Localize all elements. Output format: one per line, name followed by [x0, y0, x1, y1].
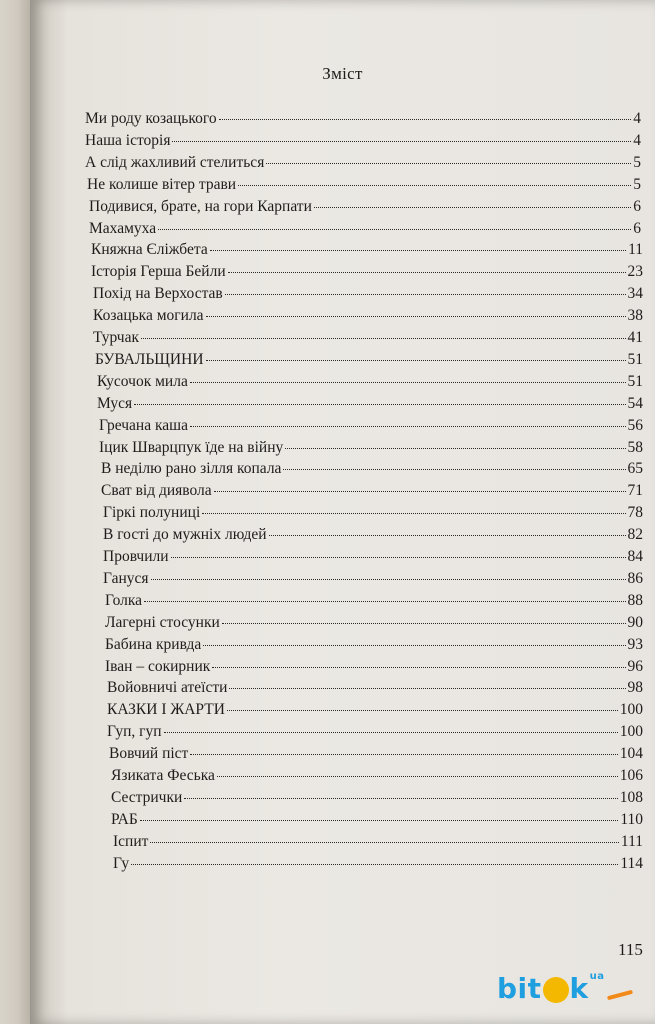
toc-entry-page: 96	[627, 657, 643, 675]
toc-entry	[101, 460, 643, 482]
toc-entry-title: Провчили	[103, 548, 169, 565]
toc-entry	[111, 767, 643, 789]
toc-entry-title: Княжна Єліжбета	[91, 241, 208, 259]
dot-leader	[229, 688, 625, 689]
toc-entry-title: КАЗКИ І ЖАРТИ	[107, 701, 225, 719]
toc-entry-page: 86	[627, 569, 643, 587]
dot-leader	[285, 448, 625, 449]
dot-leader	[206, 316, 626, 317]
dot-leader	[206, 360, 626, 361]
toc-entry-title: Не колише вітер трави	[87, 175, 237, 193]
toc-entry	[93, 307, 643, 329]
toc-entry-page: 51	[627, 372, 643, 390]
toc-entry	[103, 526, 643, 548]
toc-entry-title: Гу	[113, 854, 130, 872]
dot-leader	[131, 864, 618, 865]
toc-entry-page: 100	[619, 723, 643, 741]
toc-entry-page: 5	[633, 153, 641, 171]
dot-leader	[134, 404, 625, 405]
toc-entry-page: 58	[627, 438, 643, 456]
dot-leader	[283, 469, 625, 470]
toc-entry-title: Вовчий піст	[109, 745, 189, 763]
dot-leader	[140, 820, 619, 821]
toc-entry	[91, 241, 643, 263]
toc-entry-page: 4	[633, 110, 641, 127]
dot-leader	[190, 382, 626, 383]
toc-entry-title: Подивися, брате, на гори Карпати	[89, 197, 312, 215]
toc-entry-page: 108	[619, 788, 643, 806]
toc-entry-page: 6	[633, 219, 641, 237]
toc-entry	[105, 592, 643, 614]
toc-entry	[111, 811, 643, 833]
toc-entry	[107, 723, 643, 745]
arrow-icon	[606, 989, 632, 1000]
dot-leader	[225, 294, 626, 295]
dot-leader	[266, 163, 631, 164]
page-number: 115	[618, 940, 643, 959]
dot-leader	[151, 579, 626, 580]
toc-entry-page: 104	[619, 745, 643, 763]
toc-entry	[99, 417, 643, 439]
toc-entry	[105, 636, 643, 658]
dot-leader	[150, 842, 618, 843]
dot-leader	[164, 732, 618, 733]
toc-entry-title: Іван – сокирник	[105, 657, 211, 675]
toc-entry	[85, 132, 641, 154]
toc-entry-title: Сестрички	[111, 788, 183, 806]
dot-leader	[144, 601, 625, 602]
toc-entry-title: Наша історія	[85, 131, 171, 149]
toc-entry-page: 6	[633, 197, 641, 215]
toc-entry-title: А слід жахливий стелиться	[85, 153, 265, 171]
toc-entry-title: Голка	[105, 591, 143, 609]
dot-leader	[172, 141, 631, 142]
toc-entry	[99, 439, 643, 461]
toc-entry	[97, 373, 643, 395]
toc-entry-title: Лагерні стосунки	[105, 613, 220, 631]
dot-leader	[171, 557, 626, 558]
toc-entry	[87, 176, 641, 198]
coin-icon	[543, 977, 569, 1003]
toc-entry-title: Гуп, гуп	[107, 723, 162, 741]
toc-entry-page: 11	[628, 241, 643, 259]
toc-entry-title: Похід на Верхостав	[93, 285, 223, 303]
toc-entry-page: 38	[627, 307, 643, 325]
toc-entry	[111, 789, 643, 811]
toc-entry	[93, 329, 643, 351]
toc-entry-title: Гануся	[103, 569, 149, 587]
dot-leader	[212, 667, 625, 668]
toc-entry	[97, 395, 643, 417]
toc-entry	[103, 504, 643, 526]
toc-entry-page: 114	[620, 854, 643, 872]
dot-leader	[184, 798, 617, 799]
toc-entry	[85, 110, 641, 132]
watermark-logo: bit k ua	[497, 972, 633, 1005]
toc-entry-page: 82	[627, 526, 643, 544]
toc-entry-title: Махамуха	[89, 219, 157, 237]
toc-entry-title: Гречана каша	[99, 416, 188, 434]
toc-entry-title: Кусочок мила	[97, 372, 188, 390]
toc-entry	[93, 285, 643, 307]
toc-entry-page: 71	[627, 482, 643, 500]
toc-entry-page: 4	[633, 131, 641, 149]
toc-entry-page: 78	[627, 504, 643, 522]
toc-entry-page: 84	[627, 548, 643, 565]
toc-entry	[113, 833, 643, 855]
toc-entry	[105, 658, 643, 680]
dot-leader	[210, 250, 626, 251]
toc-entry-page: 93	[627, 635, 643, 653]
dot-leader	[203, 645, 625, 646]
dot-leader	[141, 338, 625, 339]
dot-leader	[217, 776, 618, 777]
toc-entry-title: Іцик Шварцпук їде на війну	[99, 438, 284, 456]
dot-leader	[214, 491, 626, 492]
toc-entry-title: Історія Герша Бейли	[91, 263, 226, 281]
toc-entry	[89, 198, 641, 220]
toc-entry-title: Муся	[97, 394, 133, 412]
toc-entry	[85, 154, 641, 176]
dot-leader	[228, 272, 626, 273]
toc-entry	[107, 701, 643, 723]
toc-entry-title: Язиката Феська	[111, 767, 215, 784]
toc-entry-page: 111	[620, 832, 643, 850]
toc-entry-page: 106	[619, 767, 643, 784]
toc-entry-title: Ми роду козацького	[85, 110, 217, 127]
toc-entry-title: Сват від диявола	[101, 482, 212, 500]
toc-entry-page: 54	[627, 394, 643, 412]
toc-entry	[103, 548, 643, 570]
toc-entry-page: 65	[627, 460, 643, 478]
dot-leader	[314, 207, 631, 208]
dot-leader	[269, 535, 626, 536]
toc-entry	[109, 745, 643, 767]
toc-entry-page: 34	[627, 285, 643, 303]
toc-entry-page: 90	[627, 613, 643, 631]
toc-entry	[89, 220, 641, 242]
dot-leader	[202, 513, 625, 514]
dot-leader	[219, 119, 632, 120]
facing-page-edge	[0, 0, 30, 1024]
toc-entry	[91, 263, 643, 285]
toc-entry-page: 23	[627, 263, 643, 281]
page-title: Зміст	[322, 64, 363, 83]
toc-entry-page: 5	[633, 175, 641, 193]
toc-entry-title: Гіркі полуниці	[103, 504, 201, 522]
toc-entry	[103, 570, 643, 592]
toc-entry-page: 100	[619, 701, 643, 719]
toc-entry-title: Турчак	[93, 329, 140, 346]
toc-entry	[95, 351, 643, 373]
toc-entry-title: Іспит	[113, 832, 149, 850]
dot-leader	[238, 185, 631, 186]
book-page	[30, 0, 655, 1024]
toc-entry-page: 41	[627, 329, 643, 346]
dot-leader	[222, 623, 626, 624]
toc-entry	[113, 855, 643, 877]
toc-entry	[101, 482, 643, 504]
dot-leader	[190, 426, 626, 427]
dot-leader	[190, 754, 617, 755]
toc-entry-page: 110	[620, 810, 643, 828]
toc-entry-title: РАБ	[111, 810, 138, 828]
toc-entry-page: 88	[627, 591, 643, 609]
dot-leader	[158, 229, 631, 230]
toc-entry-title: Бабина кривда	[105, 635, 202, 653]
toc-entry-page: 56	[627, 416, 643, 434]
toc-entry-title: В гості до мужніх людей	[103, 526, 267, 544]
toc-entry	[105, 614, 643, 636]
toc-entry-title: БУВАЛЬЩИНИ	[95, 350, 204, 368]
toc-entry-page: 51	[627, 350, 643, 368]
toc-entry-page: 98	[627, 679, 643, 697]
toc-entry-title: Козацька могила	[93, 307, 204, 325]
toc-entry-title: В неділю рано зілля копала	[101, 460, 282, 478]
toc-entry-title: Войовничі атеїсти	[107, 679, 228, 697]
toc-entry	[107, 679, 643, 701]
dot-leader	[227, 710, 618, 711]
